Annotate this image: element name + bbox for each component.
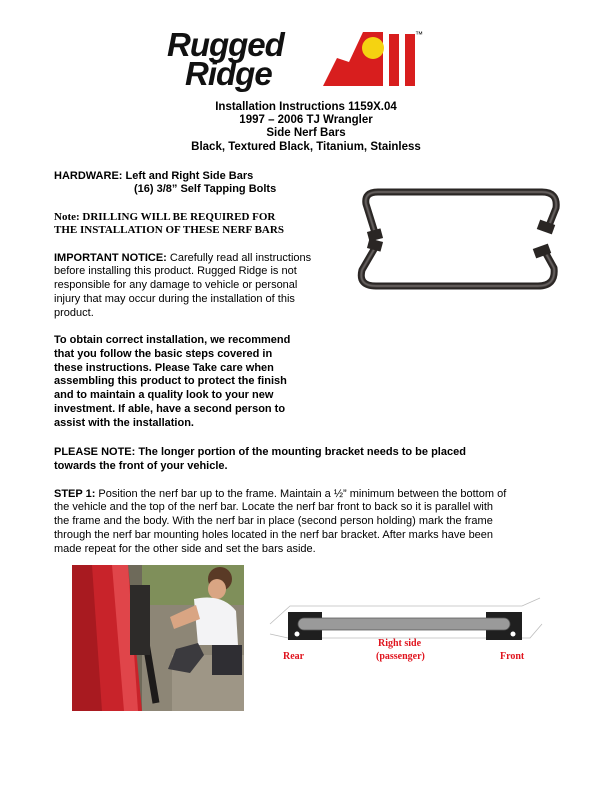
recommend-line-1: To obtain correct installation, we recommend bbox=[54, 334, 291, 346]
rugged-ridge-logo bbox=[165, 26, 450, 92]
step-1-line-4: through the nerf bar mounting holes located in the nerf bar bracket. After marks have been bbox=[54, 529, 494, 541]
important-notice-line-3: responsible for any damage to vehicle or personal bbox=[54, 279, 298, 291]
drilling-note-line-2: THE INSTALLATION OF THESE NERF BARS bbox=[54, 224, 284, 236]
installation-photo bbox=[72, 565, 244, 711]
important-notice-line-5: product. bbox=[54, 307, 94, 319]
diagram-label-right-side: Right side bbox=[378, 638, 422, 649]
vehicle-model: 1997 – 2006 TJ Wrangler bbox=[239, 114, 373, 126]
important-notice-text-1: Carefully read all instructions bbox=[166, 252, 312, 264]
recommend-line-5: and to maintain a quality look to your new bbox=[54, 389, 274, 401]
hardware-line-1 bbox=[54, 170, 253, 183]
step-1-line-2: the vehicle and the top of the nerf bar. Locate the nerf bar front to back so it is parallel with bbox=[54, 501, 494, 513]
drilling-note-line-1: Note: DRILLING WILL BE REQUIRED FOR bbox=[54, 211, 276, 223]
recommend-line-3: these instructions. Please Take care when bbox=[54, 362, 274, 374]
hardware-label: HARDWARE: bbox=[54, 170, 123, 182]
logo-line-2: Ridge bbox=[185, 55, 272, 92]
step-1-line-5: made repeat for the other side and set the bars aside. bbox=[54, 543, 316, 555]
hardware-item-1: Left and Right Side Bars bbox=[122, 170, 254, 182]
important-notice-line-2: before installing this product. Rugged Ridge is not bbox=[54, 265, 297, 277]
diagram-label-front: Front bbox=[500, 651, 525, 662]
important-notice-label: IMPORTANT NOTICE: bbox=[54, 252, 167, 264]
trademark-symbol: ™ bbox=[415, 30, 423, 39]
diagram-label-passenger: (passenger) bbox=[376, 651, 425, 662]
logo-mountain-sun-icon bbox=[323, 28, 423, 88]
recommend-line-2: that you follow the basic steps covered in bbox=[54, 348, 273, 360]
please-note-line-1: PLEASE NOTE: The longer portion of the mounting bracket needs to be placed bbox=[54, 446, 466, 458]
important-notice-line-4: injury that may occur during the installation of this bbox=[54, 293, 295, 305]
recommend-line-7: assist with the installation. bbox=[54, 417, 194, 429]
recommend-line-6: investment. If able, have a second person to bbox=[54, 403, 286, 415]
nerf-bars-photo bbox=[352, 184, 564, 296]
product-name: Side Nerf Bars bbox=[266, 127, 346, 139]
instructions-title: Installation Instructions 1159X.04 bbox=[215, 101, 397, 113]
please-note-line-2: towards the front of your vehicle. bbox=[54, 460, 228, 472]
step-1-text-1: Position the nerf bar up to the frame. Maintain a ½” minimum between the bottom of bbox=[95, 488, 507, 500]
step-1-line-1 bbox=[54, 488, 506, 501]
hardware-item-2: (16) 3/8” Self Tapping Bolts bbox=[134, 183, 277, 195]
diagram-label-rear: Rear bbox=[283, 651, 305, 662]
important-notice-line-1 bbox=[54, 252, 311, 265]
recommend-line-4: assembling this product to protect the finish bbox=[54, 375, 287, 387]
step-1-line-3: the frame and the body. With the nerf bar in place (second person holding) mark the frame bbox=[54, 515, 493, 527]
finish-options: Black, Textured Black, Titanium, Stainless bbox=[191, 141, 421, 153]
logo-line-1: Rugged bbox=[167, 26, 284, 63]
step-1-label: STEP 1: bbox=[54, 488, 96, 500]
